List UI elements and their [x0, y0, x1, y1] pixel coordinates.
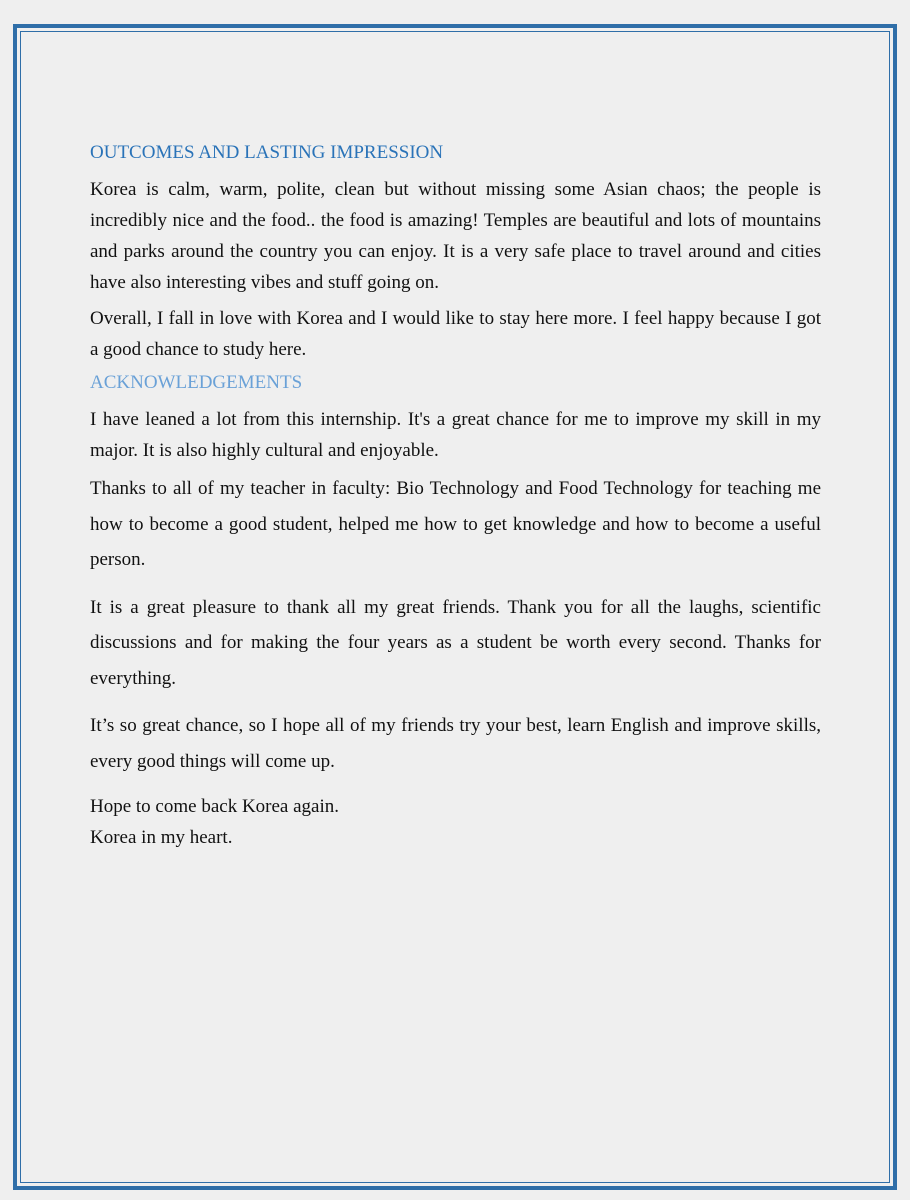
outcomes-paragraph-2: Overall, I fall in love with Korea and I would like to stay here more. I feel happy because I got a good chance to study here. — [90, 308, 821, 360]
acknowledgements-paragraph-1: I have leaned a lot from this internship. It's a great chance for me to improve my skill in my major. It is also highly cultural and enjoyable. — [90, 409, 821, 461]
outcomes-paragraph-1: Korea is calm, warm, polite, clean but without missing some Asian chaos; the people is incredibly nice and the food.. the food is amazing! Temples are beautiful and lots of mountains and parks around the country you can enjoy. It is a very safe place to travel around and cities have also interesting vibes and stuff going on. — [90, 179, 821, 293]
document-body — [90, 140, 821, 853]
acknowledgements-paragraph-3: It is a great pleasure to thank all my great friends. Thank you for all the laughs, scientific discussions and for making the four years as a student be worth every second. Thanks for everything. — [90, 596, 821, 689]
acknowledgements-paragraph-2: Thanks to all of my teacher in faculty: Bio Technology and Food Technology for teaching me how to become a good student, helped me how to get knowledge and how to become a useful person. — [90, 478, 821, 570]
acknowledgements-heading: ACKNOWLEDGEMENTS — [90, 372, 303, 393]
acknowledgements-paragraph-5: Hope to come back Korea again. — [90, 796, 340, 817]
acknowledgements-paragraph-4: It’s so great chance, so I hope all of my friends try your best, learn English and improve skills, every good things will come up. — [90, 715, 821, 772]
acknowledgements-paragraph-6: Korea in my heart. — [90, 827, 233, 848]
outcomes-heading: OUTCOMES AND LASTING IMPRESSION — [90, 142, 444, 163]
